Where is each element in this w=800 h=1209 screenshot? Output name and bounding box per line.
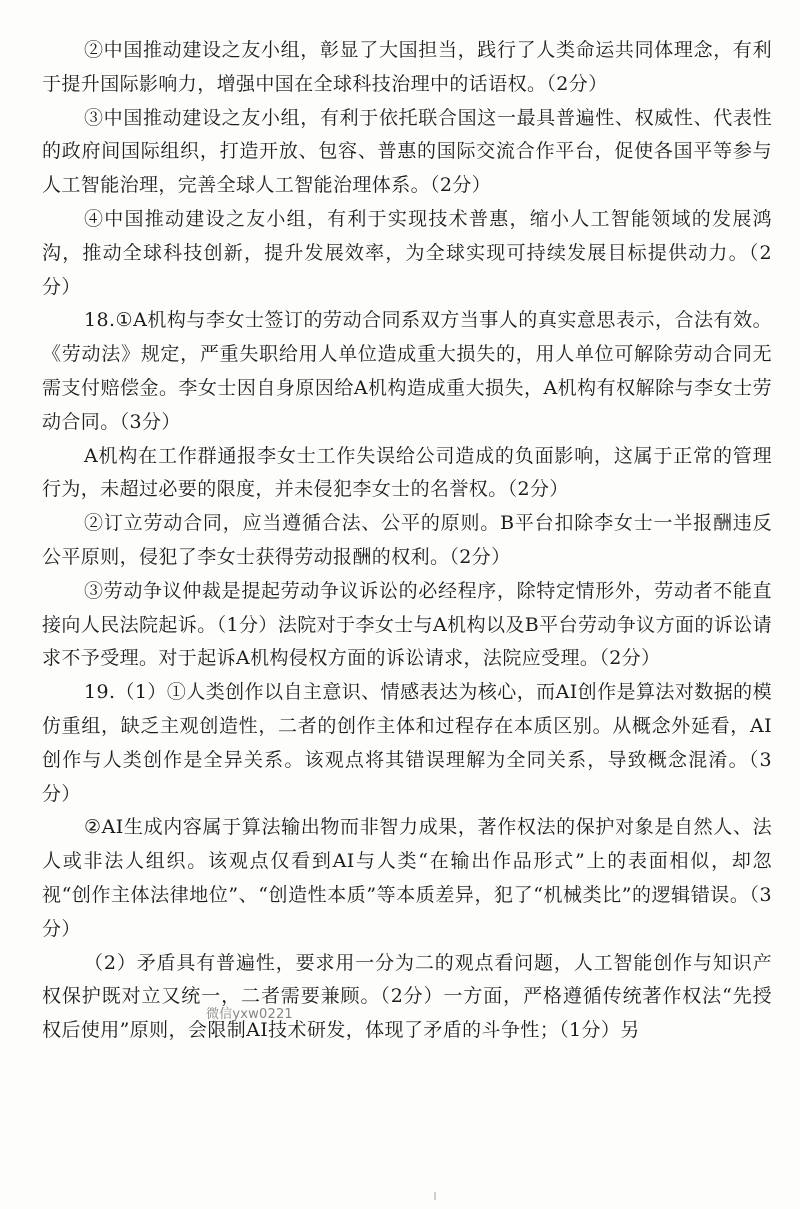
paragraph-q18-point-3: ③劳动争议仲裁是提起劳动争议诉讼的必经程序，除特定情形外，劳动者不能直接向人民法院起诉。（1分）法院对于李女士与A机构以及B平台劳动争议方面的诉讼请求不予受理。对于起诉A机构侵权方面的诉讼请求，法院应受理。（2分） [42, 579, 772, 670]
paragraph-q19-part-1-point-1: 19.（1）①人类创作以自主意识、情感表达为核心，而AI创作是算法对数据的模仿重组，缺乏主观创造性，二者的创作主体和过程存在本质区别。从概念外延看，AI创作与人类创作是全异关系。该观点将其错误理解为全同关系，导致概念混淆。（3分） [42, 681, 772, 805]
paragraph-point-4-tech-inclusion: ④中国推动建设之友小组，有利于实现技术普惠，缩小人工智能领域的发展鸿沟，推动全球科技创新，提升发展效率，为全球实现可持续发展目标提供动力。（2分） [42, 207, 772, 298]
paragraph-q18-point-2: ②订立劳动合同，应当遵循合法、公平的原则。B平台扣除李女士一半报酬违反公平原则，侵犯了李女士获得劳动报酬的权利。（2分） [42, 512, 772, 568]
paragraph-point-2-friends-group: ②中国推动建设之友小组，彰显了大国担当，践行了人类命运共同体理念，有利于提升国际影响力，增强中国在全球科技治理中的话语权。（2分） [42, 39, 772, 95]
scan-mark [434, 1192, 436, 1200]
watermark-text: 微信yxw0221 [206, 1007, 293, 1022]
paragraph-q18-point-1: 18.①A机构与李女士签订的劳动合同系双方当事人的真实意思表示，合法有效。《劳动法》规定，严重失职给用人单位造成重大损失的，用人单位可解除劳动合同无需支付赔偿金。李女士因自身原因给A机构造成重大损失，A机构有权解除与李女士劳动合同。（3分） [42, 309, 772, 433]
answer-text-body [42, 34, 772, 1048]
paragraph-point-3-united-nations: ③中国推动建设之友小组，有利于依托联合国这一最具普遍性、权威性、代表性的政府间国际组织，打造开放、包容、普惠的国际交流合作平台，促使各国平等参与人工智能治理，完善全球人工智能治理体系。（2分） [42, 106, 772, 197]
paragraph-q19-part-2: （2）矛盾具有普遍性，要求用一分为二的观点看问题，人工智能创作与知识产权保护既对立又统一，二者需要兼顾。（2分）一方面，严格遵循传统著作权法“先授权后使用”原则，会限制AI技术研发，体现了矛盾的斗争性；（1分）另 [42, 951, 772, 1042]
paragraph-q18-reputation: A机构在工作群通报李女士工作失误给公司造成的负面影响，这属于正常的管理行为，未超过必要的限度，并未侵犯李女士的名誉权。（2分） [42, 444, 772, 501]
paragraph-q19-part-1-point-2: ②AI生成内容属于算法输出物而非智力成果，著作权法的保护对象是自然人、法人或非法人组织。该观点仅看到AI与人类“在输出作品形式”上的表面相似，却忽视“创作主体法律地位”、“创造性本质”等本质差异，犯了“机械类比”的逻辑错误。（3分） [42, 816, 772, 940]
